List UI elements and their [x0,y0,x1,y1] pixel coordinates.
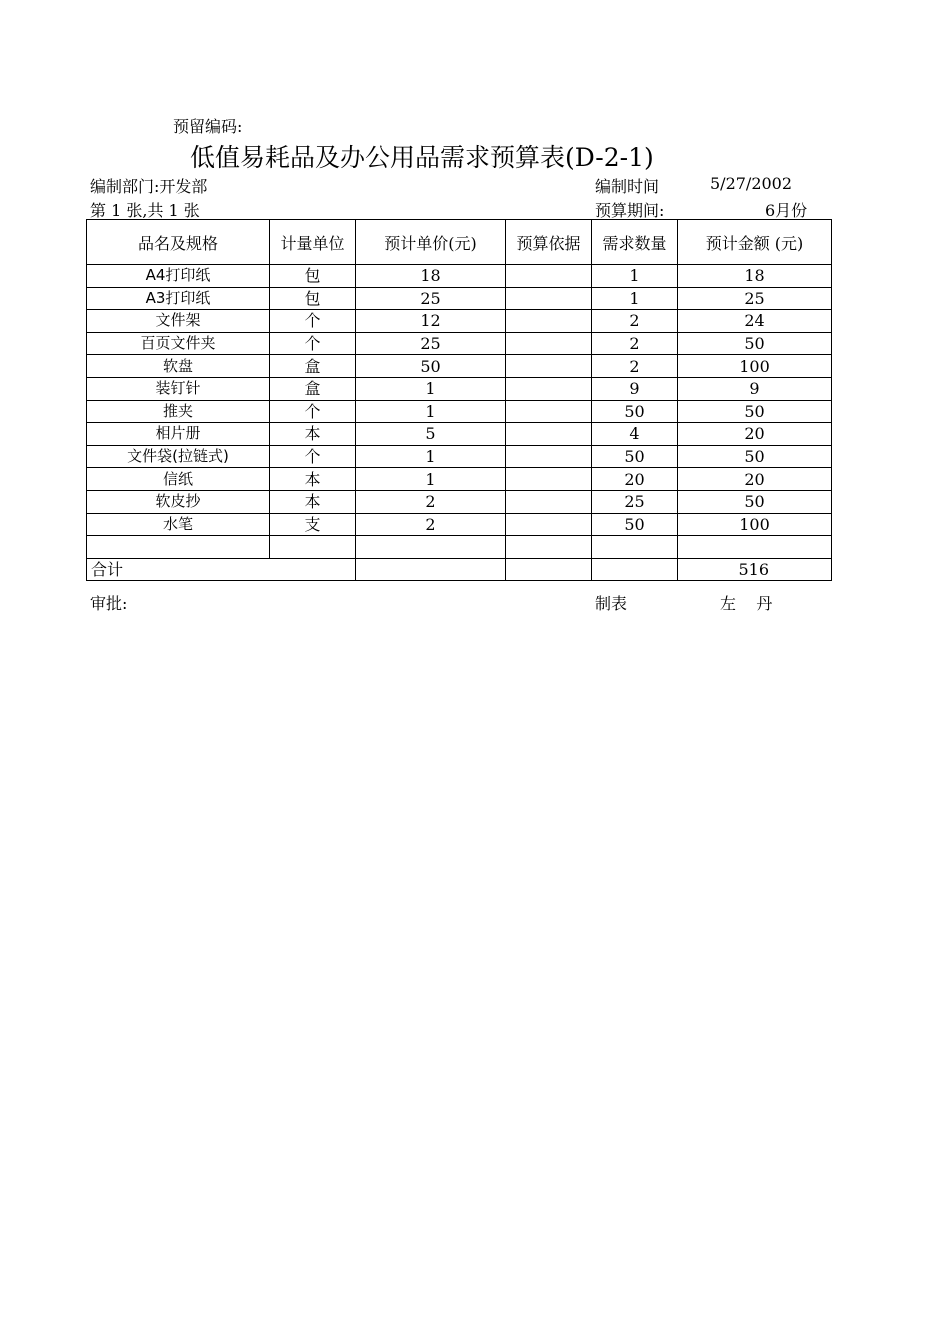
cell-price: 1 [356,445,506,468]
prepared-by-label: 制表 [595,594,628,613]
approval-label: 审批: [90,594,128,613]
cell-qty: 50 [592,513,678,536]
table-row [87,445,832,468]
cell-qty: 2 [592,310,678,333]
cell-amount: 50 [678,332,832,355]
cell-basis [506,536,592,559]
cell-price: 12 [356,310,506,333]
page-title: 低值易耗品及办公用品需求预算表(D-2-1) [190,143,654,172]
cell-unit: 个 [270,445,356,468]
table-row [87,513,832,536]
cell-basis [506,287,592,310]
cell-unit: 盒 [270,355,356,378]
cell-unit: 支 [270,513,356,536]
budget-table [86,219,832,581]
cell-name: 软皮抄 [87,490,270,513]
total-amount: 516 [678,558,832,581]
cell-qty: 2 [592,332,678,355]
cell-price: 1 [356,400,506,423]
cell-basis [506,513,592,536]
cell-name: 相片册 [87,423,270,446]
cell-name: 文件架 [87,310,270,333]
cell-name: 水笔 [87,513,270,536]
reserved-code-label: 预留编码: [173,117,243,136]
cell-price [356,536,506,559]
cell-price: 1 [356,377,506,400]
column-header-amount: 预计金额 (元) [678,220,832,265]
total-price-cell [356,558,506,581]
cell-amount: 50 [678,490,832,513]
cell-name: 推夹 [87,400,270,423]
total-row [87,558,832,581]
cell-price: 25 [356,332,506,355]
cell-price: 5 [356,423,506,446]
table-row [87,377,832,400]
cell-amount: 100 [678,513,832,536]
column-header-name: 品名及规格 [87,220,270,265]
cell-amount: 25 [678,287,832,310]
cell-amount: 50 [678,445,832,468]
table-row [87,468,832,491]
total-basis-cell [506,558,592,581]
table-row [87,490,832,513]
column-header-unit: 计量单位 [270,220,356,265]
department-label: 编制部门:开发部 [90,177,208,196]
table-row [87,310,832,333]
cell-qty: 50 [592,445,678,468]
cell-amount: 20 [678,468,832,491]
cell-unit: 个 [270,310,356,333]
sheet-count: 第 1 张,共 1 张 [90,201,200,220]
cell-basis [506,423,592,446]
cell-price: 2 [356,513,506,536]
table-row [87,423,832,446]
cell-amount: 24 [678,310,832,333]
cell-name: 装钉针 [87,377,270,400]
cell-unit: 个 [270,400,356,423]
cell-amount [678,536,832,559]
cell-basis [506,377,592,400]
cell-name: A4打印纸 [87,265,270,288]
cell-unit: 本 [270,423,356,446]
table-row [87,400,832,423]
cell-price: 50 [356,355,506,378]
cell-price: 18 [356,265,506,288]
cell-amount: 50 [678,400,832,423]
table-row [87,355,832,378]
cell-basis [506,400,592,423]
cell-qty: 25 [592,490,678,513]
total-label: 合计 [87,558,356,581]
cell-basis [506,265,592,288]
cell-price: 25 [356,287,506,310]
cell-price: 1 [356,468,506,491]
column-header-price: 预计单价(元) [356,220,506,265]
table-row [87,536,832,559]
cell-basis [506,445,592,468]
cell-name [87,536,270,559]
cell-qty: 20 [592,468,678,491]
cell-name: 文件袋(拉链式) [87,445,270,468]
cell-qty [592,536,678,559]
cell-basis [506,310,592,333]
cell-basis [506,490,592,513]
cell-unit [270,536,356,559]
cell-unit: 本 [270,490,356,513]
cell-basis [506,355,592,378]
cell-qty: 2 [592,355,678,378]
cell-qty: 1 [592,265,678,288]
column-header-basis: 预算依据 [506,220,592,265]
total-quantity-cell [592,558,678,581]
cell-basis [506,332,592,355]
column-header-quantity: 需求数量 [592,220,678,265]
cell-unit: 盒 [270,377,356,400]
cell-name: 软盘 [87,355,270,378]
table-row [87,287,832,310]
table-header-row [87,220,832,265]
cell-unit: 本 [270,468,356,491]
compile-time-label: 编制时间 [595,177,660,196]
cell-basis [506,468,592,491]
budget-period-label: 预算期间: [595,201,665,220]
cell-unit: 包 [270,287,356,310]
cell-qty: 9 [592,377,678,400]
table-row [87,332,832,355]
cell-qty: 50 [592,400,678,423]
cell-name: 百页文件夹 [87,332,270,355]
cell-name: A3打印纸 [87,287,270,310]
cell-amount: 9 [678,377,832,400]
compile-time-value: 5/27/2002 [710,174,793,193]
cell-amount: 18 [678,265,832,288]
cell-amount: 20 [678,423,832,446]
prepared-by-name: 左 丹 [720,594,773,613]
cell-qty: 1 [592,287,678,310]
cell-unit: 个 [270,332,356,355]
table-row [87,265,832,288]
budget-period-value: 6月份 [765,201,808,220]
cell-name: 信纸 [87,468,270,491]
cell-amount: 100 [678,355,832,378]
cell-unit: 包 [270,265,356,288]
cell-price: 2 [356,490,506,513]
cell-qty: 4 [592,423,678,446]
